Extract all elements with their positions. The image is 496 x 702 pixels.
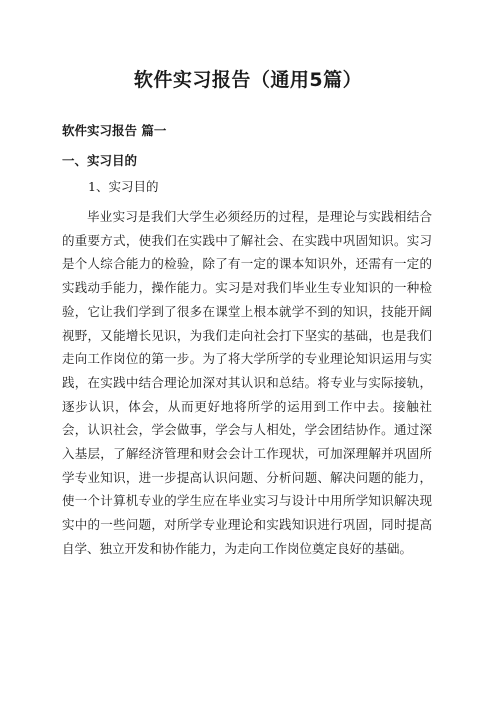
body-paragraph: 毕业实习是我们大学生必须经历的过程，是理论与实践相结合的重要方式，使我们在实践中了解社会、在实践中巩固知识。实习是个人综合能力的检验，除了有一定的课本知识外，还需有一定的实践动手能力，操作能力。实习是对我们毕业生专业知识的一种检验，它让我们学到了很多在课堂上根本就学不到的知识，技能开阔视野，又能增长见识，为我们走向社会打下坚实的基础，也是我们走向工作岗位的第一步。为了将大学所学的专业理论知识运用与实践，在实践中结合理论加深对其认识和总结。将专业与实际接轨，逐步认识，体会，从而更好地将所学的运用到工作中去。接触社会，认识社会，学会做事，学会与人相处，学会团结协作。通过深入基层，了解经济管理和财会会计工作现状，可加深理解并巩固所学专业知识，进一步提高认识问题、分析问题、解决问题的能力，使一个计算机专业的学生应在毕业实习与设计中用所学知识解决现实中的一些问题，对所学专业理论和实践知识进行巩固，同时提高自学、独立开发和协作能力，为走向工作岗位奠定良好的基础。 bbox=[62, 209, 432, 556]
heading-purpose: 一、实习目的 bbox=[62, 153, 138, 168]
document-title: 软件实习报告（通用5篇） bbox=[133, 69, 363, 91]
section-title: 软件实习报告 篇一 bbox=[62, 123, 167, 138]
sub-heading-purpose: 1、实习目的 bbox=[88, 179, 159, 194]
